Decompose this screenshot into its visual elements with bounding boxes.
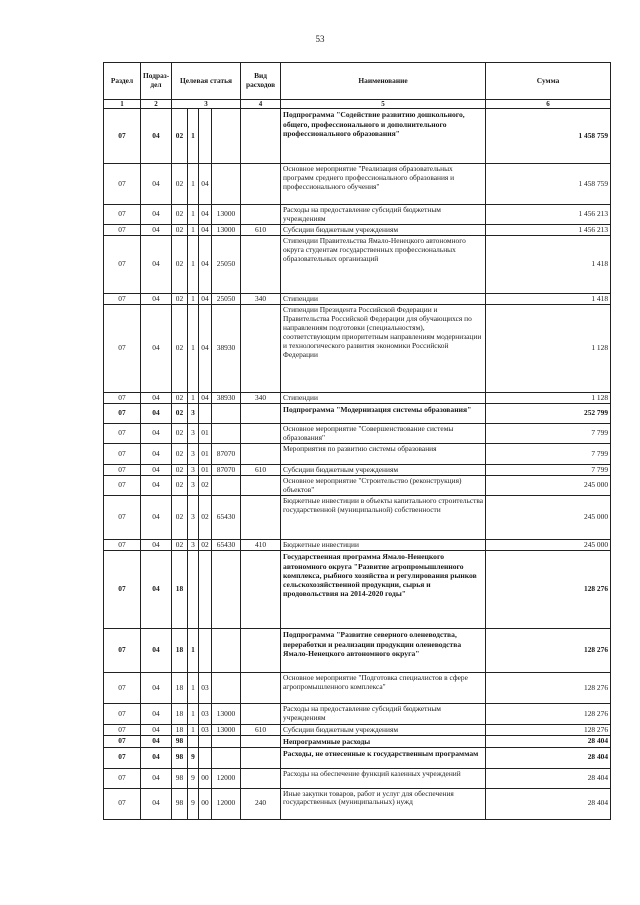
cell-amount: 7 799 [486, 444, 611, 465]
cell-activity-code: 04 [199, 164, 212, 205]
cell-name: Государственная программа Ямало-Ненецкого автономного округа "Развитие агропромышленного комплекса, рыбного хозяйства и регулирования рынков сельскохозяйственной продукции, сырья и продовольствия на 2014-2020 годы" [281, 551, 486, 629]
cell-name: Расходы на предоставление субсидий бюджетным учреждениям [281, 205, 486, 225]
cell-expense-type: 410 [241, 540, 281, 551]
header-expense-type: Вид расходов [241, 63, 281, 100]
cell-program-code: 02 [172, 393, 188, 404]
cell-program-code: 02 [172, 236, 188, 294]
cell-name: Расходы на предоставление субсидий бюджетным учреждениям [281, 704, 486, 725]
cell-amount: 1 458 759 [486, 109, 611, 164]
cell-name: Основное мероприятие "Подготовка специалистов в сфере агропромышленного комплекса" [281, 673, 486, 704]
cell-activity-code: 02 [199, 476, 212, 496]
table-row [104, 465, 611, 476]
cell-activity-code [199, 736, 212, 747]
cell-section: 07 [104, 551, 141, 629]
cell-subprogram-code: 3 [188, 465, 199, 476]
cell-amount: 1 128 [486, 305, 611, 393]
cell-subsection: 04 [141, 540, 172, 551]
cell-amount: 128 276 [486, 704, 611, 725]
cell-subprogram-code: 1 [188, 109, 199, 164]
cell-section: 07 [104, 305, 141, 393]
cell-name: Бюджетные инвестиции [281, 540, 486, 551]
cell-expense-type [241, 673, 281, 704]
cell-expense-type [241, 629, 281, 673]
cell-section: 07 [104, 736, 141, 747]
table-row [104, 164, 611, 205]
cell-subprogram-code: 1 [188, 673, 199, 704]
column-number-row [104, 100, 611, 109]
cell-amount: 128 276 [486, 629, 611, 673]
cell-activity-code: 01 [199, 444, 212, 465]
cell-activity-code [199, 109, 212, 164]
cell-amount: 1 418 [486, 294, 611, 305]
table-row [104, 736, 611, 747]
cell-activity-code: 04 [199, 225, 212, 236]
cell-program-code: 98 [172, 788, 188, 819]
column-number: 5 [281, 100, 486, 109]
table-row [104, 444, 611, 465]
table-body [104, 109, 611, 819]
cell-subsection: 04 [141, 629, 172, 673]
cell-subsection: 04 [141, 725, 172, 736]
cell-direction-code [212, 404, 241, 424]
cell-name: Стипендии [281, 294, 486, 305]
cell-program-code: 02 [172, 465, 188, 476]
table-row [104, 476, 611, 496]
cell-program-code: 02 [172, 404, 188, 424]
cell-section: 07 [104, 236, 141, 294]
cell-direction-code: 12000 [212, 768, 241, 788]
cell-activity-code: 01 [199, 465, 212, 476]
table-row [104, 768, 611, 788]
cell-name: Бюджетные инвестиции в объекты капитального строительства государственной (муниципальной) собственности [281, 496, 486, 540]
cell-direction-code [212, 673, 241, 704]
cell-subprogram-code: 3 [188, 444, 199, 465]
cell-program-code: 02 [172, 476, 188, 496]
cell-section: 07 [104, 404, 141, 424]
cell-amount: 7 799 [486, 465, 611, 476]
cell-subprogram-code: 1 [188, 305, 199, 393]
cell-program-code: 18 [172, 725, 188, 736]
cell-expense-type [241, 404, 281, 424]
cell-subsection: 04 [141, 768, 172, 788]
cell-amount: 128 276 [486, 673, 611, 704]
cell-expense-type [241, 164, 281, 205]
cell-subsection: 04 [141, 205, 172, 225]
cell-expense-type: 340 [241, 294, 281, 305]
cell-expense-type [241, 704, 281, 725]
cell-section: 07 [104, 673, 141, 704]
cell-activity-code: 04 [199, 393, 212, 404]
cell-subprogram-code: 1 [188, 236, 199, 294]
cell-amount: 28 404 [486, 747, 611, 768]
cell-expense-type: 610 [241, 465, 281, 476]
cell-subprogram-code: 3 [188, 424, 199, 444]
column-number: 4 [241, 100, 281, 109]
cell-name: Основное мероприятие "Реализация образовательных программ среднего профессионального образования и профессионального обучения" [281, 164, 486, 205]
cell-expense-type [241, 551, 281, 629]
cell-section: 07 [104, 629, 141, 673]
cell-direction-code: 13000 [212, 205, 241, 225]
cell-section: 07 [104, 424, 141, 444]
cell-subsection: 04 [141, 393, 172, 404]
cell-name: Субсидии бюджетным учреждениям [281, 725, 486, 736]
cell-direction-code [212, 164, 241, 205]
table-row [104, 747, 611, 768]
cell-program-code: 02 [172, 294, 188, 305]
cell-activity-code [199, 551, 212, 629]
budget-table [103, 62, 611, 820]
cell-amount: 1 456 213 [486, 205, 611, 225]
cell-direction-code: 38930 [212, 305, 241, 393]
table-row [104, 205, 611, 225]
cell-subprogram-code: 3 [188, 404, 199, 424]
cell-expense-type [241, 109, 281, 164]
cell-subsection: 04 [141, 444, 172, 465]
cell-section: 07 [104, 109, 141, 164]
table-row [104, 725, 611, 736]
cell-subprogram-code: 1 [188, 225, 199, 236]
cell-amount: 245 000 [486, 540, 611, 551]
cell-subprogram-code: 3 [188, 540, 199, 551]
cell-activity-code: 04 [199, 205, 212, 225]
table-row [104, 225, 611, 236]
cell-activity-code: 02 [199, 496, 212, 540]
cell-subsection: 04 [141, 164, 172, 205]
cell-section: 07 [104, 704, 141, 725]
cell-direction-code [212, 551, 241, 629]
cell-subsection: 04 [141, 736, 172, 747]
header-section: Раздел [104, 63, 141, 100]
cell-program-code: 02 [172, 205, 188, 225]
table-row [104, 424, 611, 444]
cell-section: 07 [104, 294, 141, 305]
cell-activity-code [199, 747, 212, 768]
table-row [104, 393, 611, 404]
cell-section: 07 [104, 164, 141, 205]
cell-subprogram-code: 1 [188, 704, 199, 725]
cell-direction-code: 12000 [212, 788, 241, 819]
cell-section: 07 [104, 788, 141, 819]
cell-program-code: 98 [172, 747, 188, 768]
cell-activity-code [199, 404, 212, 424]
cell-subsection: 04 [141, 424, 172, 444]
cell-program-code: 18 [172, 704, 188, 725]
cell-name: Субсидии бюджетным учреждениям [281, 465, 486, 476]
cell-name: Расходы, не отнесенные к государственным программам [281, 747, 486, 768]
cell-subprogram-code: 3 [188, 496, 199, 540]
cell-section: 07 [104, 540, 141, 551]
cell-program-code: 02 [172, 109, 188, 164]
table-row [104, 305, 611, 393]
table-row [104, 540, 611, 551]
cell-expense-type [241, 496, 281, 540]
cell-subprogram-code: 1 [188, 205, 199, 225]
cell-subprogram-code: 9 [188, 788, 199, 819]
cell-subprogram-code [188, 736, 199, 747]
table-row [104, 496, 611, 540]
cell-amount: 28 404 [486, 788, 611, 819]
cell-section: 07 [104, 444, 141, 465]
cell-section: 07 [104, 393, 141, 404]
cell-amount: 1 456 213 [486, 225, 611, 236]
cell-activity-code: 04 [199, 294, 212, 305]
cell-direction-code [212, 629, 241, 673]
cell-activity-code: 03 [199, 673, 212, 704]
cell-program-code: 02 [172, 444, 188, 465]
cell-direction-code: 13000 [212, 704, 241, 725]
cell-subsection: 04 [141, 747, 172, 768]
table-row [104, 629, 611, 673]
cell-subprogram-code [188, 551, 199, 629]
cell-expense-type [241, 305, 281, 393]
cell-amount: 128 276 [486, 551, 611, 629]
cell-program-code: 18 [172, 629, 188, 673]
column-number: 2 [141, 100, 172, 109]
cell-name: Стипендии Правительства Ямало-Ненецкого автономного округа студентам государственных профессиональных образовательных организаций [281, 236, 486, 294]
cell-activity-code: 02 [199, 540, 212, 551]
table-row [104, 109, 611, 164]
cell-expense-type [241, 736, 281, 747]
table-row [104, 236, 611, 294]
table-row [104, 404, 611, 424]
cell-activity-code: 00 [199, 768, 212, 788]
cell-program-code: 98 [172, 768, 188, 788]
cell-amount: 28 404 [486, 768, 611, 788]
cell-program-code: 02 [172, 164, 188, 205]
cell-subsection: 04 [141, 236, 172, 294]
cell-activity-code: 00 [199, 788, 212, 819]
cell-name: Подпрограмма "Содействие развитию дошкольного, общего, профессионального и дополнительного профессионального образования" [281, 109, 486, 164]
cell-section: 07 [104, 205, 141, 225]
cell-amount: 1 458 759 [486, 164, 611, 205]
cell-subsection: 04 [141, 704, 172, 725]
cell-amount: 7 799 [486, 424, 611, 444]
table-row [104, 294, 611, 305]
header-amount: Сумма [486, 63, 611, 100]
column-number: 1 [104, 100, 141, 109]
header-name: Наименование [281, 63, 486, 100]
cell-program-code: 98 [172, 736, 188, 747]
cell-subprogram-code: 1 [188, 294, 199, 305]
cell-name: Подпрограмма "Модернизация системы образования" [281, 404, 486, 424]
cell-section: 07 [104, 725, 141, 736]
table-row [104, 704, 611, 725]
table-row [104, 673, 611, 704]
column-number: 3 [172, 100, 241, 109]
cell-name: Подпрограмма "Развитие северного оленеводства, переработки и реализации продукции оленеводства Ямало-Ненецкого автономного округа" [281, 629, 486, 673]
cell-expense-type [241, 205, 281, 225]
cell-name: Стипендии Президента Российской Федерации и Правительства Российской Федерации для обучающихся по направлениям подготовки (специальностям), соответствующим приоритетным направлениям модернизации и технологического развития экономики Российской Федерации [281, 305, 486, 393]
cell-direction-code: 38930 [212, 393, 241, 404]
cell-program-code: 02 [172, 305, 188, 393]
cell-subprogram-code: 1 [188, 393, 199, 404]
cell-activity-code: 04 [199, 236, 212, 294]
cell-name: Непрограммные расходы [281, 736, 486, 747]
cell-direction-code [212, 424, 241, 444]
cell-amount: 1 128 [486, 393, 611, 404]
cell-section: 07 [104, 496, 141, 540]
cell-subsection: 04 [141, 294, 172, 305]
cell-subprogram-code: 3 [188, 476, 199, 496]
cell-subsection: 04 [141, 673, 172, 704]
cell-name: Стипендии [281, 393, 486, 404]
cell-expense-type [241, 747, 281, 768]
cell-subsection: 04 [141, 496, 172, 540]
cell-expense-type [241, 476, 281, 496]
cell-section: 07 [104, 225, 141, 236]
column-number: 6 [486, 100, 611, 109]
cell-activity-code: 03 [199, 704, 212, 725]
cell-direction-code: 87070 [212, 444, 241, 465]
cell-section: 07 [104, 465, 141, 476]
cell-name: Основное мероприятие "Строительство (реконструкция) объектов" [281, 476, 486, 496]
header-row [104, 63, 611, 100]
cell-amount: 1 418 [486, 236, 611, 294]
cell-name: Иные закупки товаров, работ и услуг для обеспечения государственных (муниципальных) нужд [281, 788, 486, 819]
table-row [104, 788, 611, 819]
cell-subsection: 04 [141, 404, 172, 424]
cell-name: Мероприятия по развитию системы образования [281, 444, 486, 465]
cell-expense-type [241, 444, 281, 465]
cell-program-code: 02 [172, 424, 188, 444]
cell-subsection: 04 [141, 465, 172, 476]
table-row [104, 551, 611, 629]
cell-program-code: 02 [172, 225, 188, 236]
cell-program-code: 18 [172, 673, 188, 704]
cell-subsection: 04 [141, 551, 172, 629]
cell-amount: 128 276 [486, 725, 611, 736]
page-number: 53 [315, 34, 325, 44]
cell-activity-code: 03 [199, 725, 212, 736]
cell-section: 07 [104, 768, 141, 788]
cell-amount: 245 000 [486, 496, 611, 540]
cell-expense-type: 340 [241, 393, 281, 404]
cell-subsection: 04 [141, 476, 172, 496]
cell-subprogram-code: 1 [188, 629, 199, 673]
cell-amount: 245 000 [486, 476, 611, 496]
cell-subsection: 04 [141, 225, 172, 236]
cell-program-code: 02 [172, 540, 188, 551]
header-subsection: Подраз-дел [141, 63, 172, 100]
cell-direction-code: 13000 [212, 725, 241, 736]
cell-subprogram-code: 1 [188, 164, 199, 205]
cell-direction-code [212, 476, 241, 496]
cell-expense-type [241, 768, 281, 788]
cell-direction-code [212, 736, 241, 747]
cell-expense-type: 610 [241, 225, 281, 236]
cell-name: Субсидии бюджетным учреждениям [281, 225, 486, 236]
cell-section: 07 [104, 476, 141, 496]
cell-activity-code [199, 629, 212, 673]
cell-direction-code: 25050 [212, 294, 241, 305]
cell-program-code: 18 [172, 551, 188, 629]
cell-expense-type: 610 [241, 725, 281, 736]
cell-direction-code [212, 109, 241, 164]
cell-amount: 252 799 [486, 404, 611, 424]
cell-direction-code: 87070 [212, 465, 241, 476]
cell-subprogram-code: 9 [188, 747, 199, 768]
cell-activity-code: 04 [199, 305, 212, 393]
cell-activity-code: 01 [199, 424, 212, 444]
cell-amount: 28 404 [486, 736, 611, 747]
cell-name: Расходы на обеспечение функций казенных учреждений [281, 768, 486, 788]
cell-expense-type [241, 424, 281, 444]
cell-subsection: 04 [141, 109, 172, 164]
cell-subsection: 04 [141, 305, 172, 393]
cell-name: Основное мероприятие "Совершенствование системы образования" [281, 424, 486, 444]
cell-subsection: 04 [141, 788, 172, 819]
cell-direction-code [212, 747, 241, 768]
cell-expense-type [241, 236, 281, 294]
cell-direction-code: 65430 [212, 496, 241, 540]
cell-direction-code: 25050 [212, 236, 241, 294]
cell-program-code: 02 [172, 496, 188, 540]
cell-subprogram-code: 9 [188, 768, 199, 788]
cell-direction-code: 13000 [212, 225, 241, 236]
cell-expense-type: 240 [241, 788, 281, 819]
cell-subprogram-code: 1 [188, 725, 199, 736]
cell-section: 07 [104, 747, 141, 768]
cell-direction-code: 65430 [212, 540, 241, 551]
header-target-article: Целевая статья [172, 63, 241, 100]
